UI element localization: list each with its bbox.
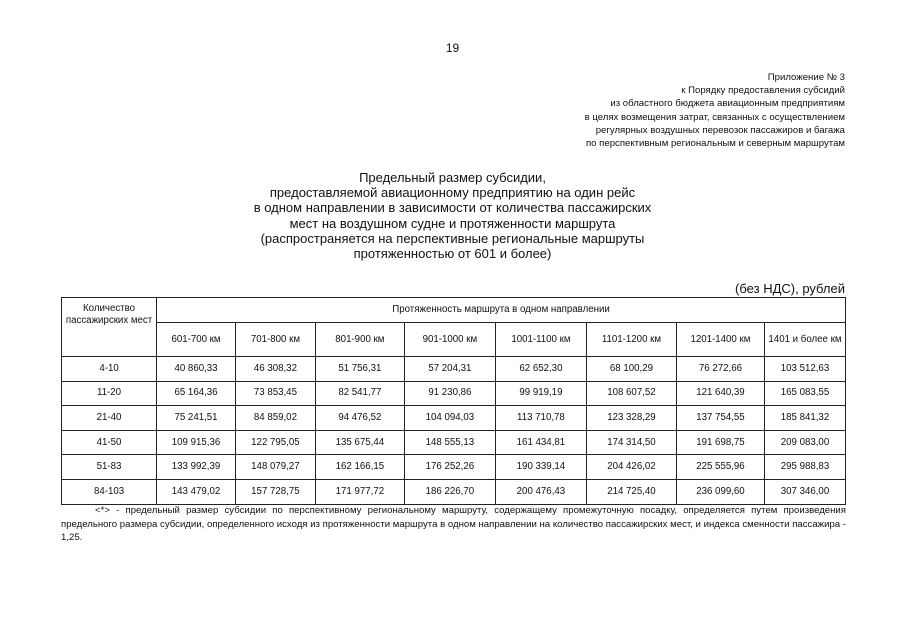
column-header-row [62,323,846,357]
table-row [62,357,846,382]
subsidy-value-cell: 236 099,60 [676,479,764,504]
page-number: 19 [445,41,460,55]
title-line: в одном направлении в зависимости от количества пассажирских [253,200,652,216]
title-line: предоставляемой авиационному предприятию на один рейс [269,185,636,201]
subsidy-value-cell: 133 992,39 [157,455,236,480]
subsidy-value-cell: 51 756,31 [315,357,404,382]
appendix-line: Приложение № 3 [767,72,845,83]
subsidy-value-cell: 99 919,19 [495,381,586,406]
subsidy-value-cell: 121 640,39 [676,381,764,406]
column-header: 1101-1200 км [586,323,676,357]
subsidy-value-cell: 68 100,29 [586,357,676,382]
subsidy-table [61,297,846,505]
appendix-line: по перспективным региональным и северным маршрутам [585,138,845,150]
appendix-line: к Порядку предоставления субсидий [681,85,845,97]
subsidy-value-cell: 214 725,40 [586,479,676,504]
subsidy-value-cell: 148 079,27 [235,455,315,480]
subsidy-value-cell: 162 166,15 [315,455,404,480]
seats-range-cell: 21-40 [62,406,157,431]
subsidy-value-cell: 84 859,02 [235,406,315,431]
subsidy-value-cell: 157 728,75 [235,479,315,504]
subsidy-value-cell: 307 346,00 [764,479,845,504]
title-line: Предельный размер субсидии, [359,170,546,185]
subsidy-value-cell: 190 339,14 [495,455,586,480]
subsidy-value-cell: 104 094,03 [404,406,495,431]
subsidy-value-cell: 209 083,00 [764,430,845,455]
subsidy-value-cell: 204 426,02 [586,455,676,480]
subsidy-value-cell: 109 915,36 [157,430,236,455]
subsidy-value-cell: 135 675,44 [315,430,404,455]
subsidy-value-cell: 73 853,45 [235,381,315,406]
seats-range-cell: 11-20 [62,381,157,406]
appendix-header [585,71,845,150]
subsidy-value-cell: 123 328,29 [586,406,676,431]
subsidy-value-cell: 76 272,66 [676,357,764,382]
footnote: <*> - предельный размер субсидии по перспективному региональному маршруту, содержащему промежуточную посадку, определяется путем произведения предельного размера субсидии, определенного исходя из протяженности маршрута в одном направлении на количество пассажирских мест, и индекса сменности пассажира - 1,25. [61,505,846,543]
subsidy-value-cell: 186 226,70 [404,479,495,504]
subsidy-value-cell: 225 555,96 [676,455,764,480]
document-title [0,170,905,261]
column-header: 1401 и более км [764,323,845,357]
title-line: (распространяется на перспективные региональные маршруты [260,230,645,246]
subsidy-value-cell: 40 860,33 [157,357,236,382]
subsidy-value-cell: 91 230,86 [404,381,495,406]
subsidy-value-cell: 200 476,43 [495,479,586,504]
title-line: мест на воздушном судне и протяженности маршрута [289,215,616,231]
appendix-line: из областного бюджета авиационным предприятиям [610,98,845,110]
seats-range-cell: 84-103 [62,479,157,504]
subsidy-value-cell: 165 083,55 [764,381,845,406]
seats-range-cell: 4-10 [62,357,157,382]
subsidy-value-cell: 143 479,02 [157,479,236,504]
column-header: 1001-1100 км [495,323,586,357]
route-length-header: Протяженность маршрута в одном направлении [157,298,846,323]
column-header: 701-800 км [235,323,315,357]
subsidy-value-cell: 108 607,52 [586,381,676,406]
seats-range-cell: 51-83 [62,455,157,480]
table-row [62,455,846,480]
subsidy-value-cell: 62 652,30 [495,357,586,382]
column-header: 601-700 км [157,323,236,357]
subsidy-value-cell: 103 512,63 [764,357,845,382]
column-header: 901-1000 км [404,323,495,357]
column-header: 801-900 км [315,323,404,357]
subsidy-value-cell: 82 541,77 [315,381,404,406]
table-row [62,479,846,504]
subsidy-value-cell: 174 314,50 [586,430,676,455]
subsidy-value-cell: 94 476,52 [315,406,404,431]
appendix-line: в целях возмещения затрат, связанных с осуществлением [584,111,845,123]
subsidy-value-cell: 65 164,36 [157,381,236,406]
subsidy-value-cell: 176 252,26 [404,455,495,480]
seats-range-cell: 41-50 [62,430,157,455]
subsidy-value-cell: 46 308,32 [235,357,315,382]
subsidy-value-cell: 295 988,83 [764,455,845,480]
subsidy-value-cell: 171 977,72 [315,479,404,504]
units-note: (без НДС), рублей [735,281,845,296]
passenger-seats-header: Количество пассажирских мест [62,298,157,357]
header-row [62,298,846,323]
subsidy-value-cell: 122 795,05 [235,430,315,455]
column-header: 1201-1400 км [676,323,764,357]
subsidy-value-cell: 113 710,78 [495,406,586,431]
subsidy-value-cell: 191 698,75 [676,430,764,455]
subsidy-value-cell: 75 241,51 [157,406,236,431]
table-row [62,430,846,455]
subsidy-value-cell: 148 555,13 [404,430,495,455]
table-row [62,406,846,431]
subsidy-value-cell: 57 204,31 [404,357,495,382]
table-row [62,381,846,406]
appendix-line: регулярных воздушных перевозок пассажиров и багажа [595,124,845,136]
subsidy-value-cell: 137 754,55 [676,406,764,431]
title-line: протяженностью от 601 и более) [353,246,552,262]
subsidy-value-cell: 185 841,32 [764,406,845,431]
subsidy-value-cell: 161 434,81 [495,430,586,455]
